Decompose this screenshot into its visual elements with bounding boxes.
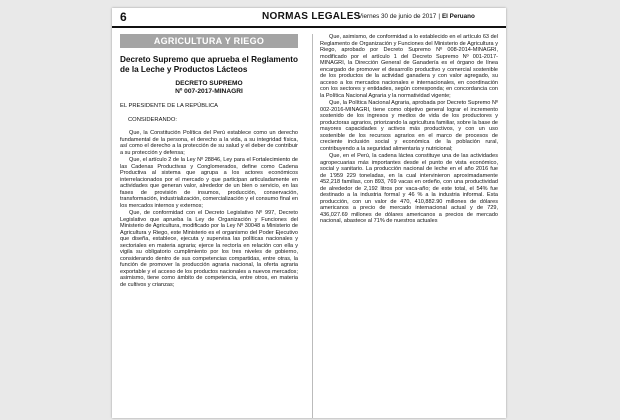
paragraph: Que, en el Perú, la cadena láctea constituye una de las actividades agropecuarias más importantes desde el punto de vista económico, social y sanitario. La producción nacional de leche en el año 2016 fue de 1'959 229 toneladas, en la cual intervinieron aproximadamente 452,218 familias, con 893, 769 vacas en ordeño, con una productividad de alrededor de 2,192 litros por vaca-año; de este total, el 54% fue destinado a la industria formal y 46 % a la industria informal. Esta producción, con un valor de 470, 410,882.90 millones de dólares americanos a precio de mercado internacional actual y de 729, 436,027.69 millones de dólares americanos a precios de mercado nacional, abastece al 71% de nuestros actuales	[320, 153, 498, 224]
left-column	[120, 34, 298, 289]
paragraph: Que, la Política Nacional Agraria, aprobada por Decreto Supremo Nº 002-2016-MINAGRI, tiene como objetivo general lograr el incremento sostenido de los ingresos y medios de vida de los productores y productoras agrarios, priorizando la agricultura familiar, sobre la base de mayores capacidades y activos más productivos, y con un uso sostenible de los recursos agrarios en el marco de procesos de creciente inclusión social y económica de la población rural, contribuyendo a la seguridad alimentaria y nutricional;	[320, 100, 498, 152]
paragraph: Que, asimismo, de conformidad a lo establecido en el artículo 63 del Reglamento de Organización y Funciones del Ministerio de Agricultura y Riego, aprobado por Decreto Supremo Nº 008-2014-MINAGRI, modificado por el artículo 1 del Decreto Supremo Nº 001-2017-MINAGRI, la Dirección General de Ganadería es el órgano de línea encargado de promover el desarrollo productivo y comercial sostenible de los productos de la actividad ganadera y con valor agregado, su acceso a los mercados nacionales e internacionales, en coordinación con los sectores y entidades, según corresponda; en concordancia con la Política Nacional Agraria y la normatividad vigente;	[320, 34, 498, 99]
publication-name: NORMAS LEGALES	[262, 11, 361, 22]
considering-heading: CONSIDERANDO:	[128, 117, 177, 124]
decree-number-label: DECRETO SUPREMO	[175, 80, 243, 88]
header-date-line: Viernes 30 de junio de 2017 | El Peruano	[358, 13, 475, 20]
paragraph: Que, la Constitución Política del Perú establece como un derecho fundamental de la persona, el derecho a la vida, a su integridad física, así como el derecho a la protección de su salud y el deber de contribuir a su protección y defensa;	[120, 130, 298, 156]
president-statement: EL PRESIDENTE DE LA REPÚBLICA	[120, 103, 219, 110]
paragraph: Que, el artículo 2 de la Ley Nº 28846, Ley para el Fortalecimiento de las Cadenas Productivas y Conglomerados, define como Cadena Productiva al sistema que agrupa a los actores económicos interrelacionados por el mercado y que participan articuladamente en actividades que generan valor, alrededor de un bien o servicio, en las fases de provisión de insumos, producción, conservación, transformación, industrialización, comercialización y el consumo final en los mercados internos y externos;	[120, 157, 298, 209]
section-banner: AGRICULTURA Y RIEGO	[120, 34, 298, 48]
decree-title: Decreto Supremo que aprueba el Reglamento de la Leche y Productos Lácteos	[120, 55, 298, 74]
page-number: 6	[120, 10, 127, 24]
column-divider	[312, 34, 313, 418]
decree-number	[120, 80, 298, 95]
el-peruano-logo: El Peruano	[441, 13, 475, 20]
right-column	[320, 34, 498, 226]
decree-number-code: Nº 007-2017-MINAGRI	[175, 87, 243, 95]
paragraph: Que, de conformidad con el Decreto Legislativo Nº 997, Decreto Legislativo que aprueba la Ley de Organización y Funciones del Ministerio de Agricultura, modificado por la Ley Nº 30048 a Ministerio de Agricultura y Riego, este Ministerio es el organismo del Poder Ejecutivo que diseña, establece, ejecuta y supervisa las políticas nacionales y sectoriales en materia agraria; ejerce la rectoría en relación con ella y vigila su obligatorio cumplimiento por los tres niveles de gobierno, considerando dentro de sus competencias compartidas, entre otras, la función de promover la producción agraria nacional, la oferta agraria exportable y el acceso de los productos nacionales a nuevos mercados; asimismo, tiene como ámbito de competencia, entre otros, en materia de cultivos y crianzas;	[120, 210, 298, 288]
page-header	[112, 8, 506, 28]
newspaper-page	[112, 8, 506, 418]
issue-date: Viernes 30 de junio de 2017	[358, 13, 437, 20]
